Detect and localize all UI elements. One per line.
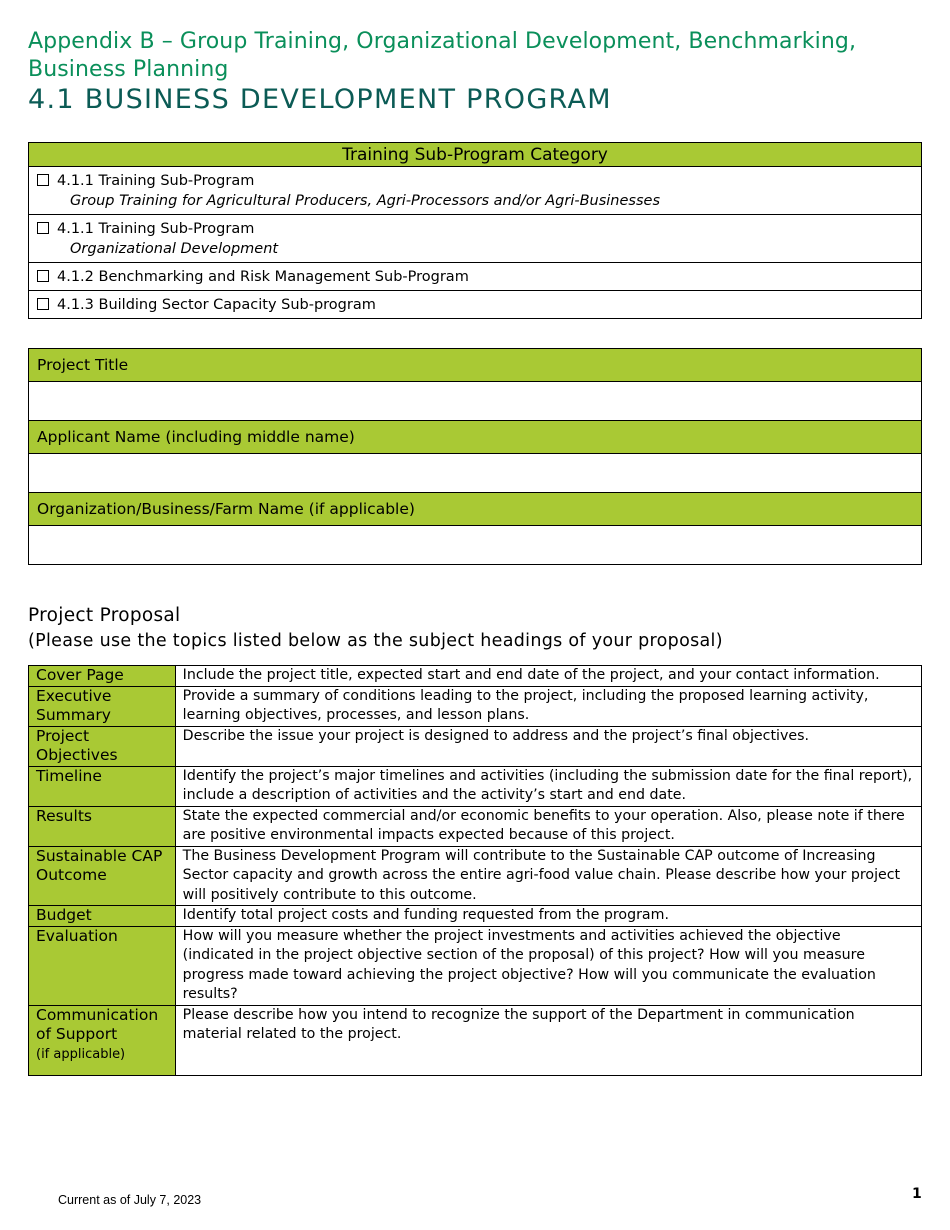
- proposal-description: The Business Development Program will contribute to the Sustainable CAP outcome of Increasing Sector capacity and growth across the entire agri-food value chain. Please describe how your project will positively contribute to this outcome.: [175, 846, 921, 906]
- proposal-description: How will you measure whether the project investments and activities achieved the objective (indicated in the project objective section of the proposal) of this project? How will you measure progress made toward achieving the project objective? How will you communicate the evaluation results?: [175, 926, 921, 1005]
- proposal-row: [29, 806, 922, 846]
- proposal-row: [29, 726, 922, 766]
- organization-name-field[interactable]: [29, 526, 922, 565]
- category-option-label: 4.1.1 Training Sub-Program: [57, 220, 255, 237]
- proposal-row: [29, 906, 922, 927]
- proposal-topic: Executive Summary: [29, 686, 176, 726]
- proposal-description: Identify the project’s major timelines and activities (including the submission date for the final report), include a description of activities and the activity’s start and end date.: [175, 766, 921, 806]
- proposal-description: Identify total project costs and funding requested from the program.: [175, 906, 921, 927]
- project-info-table: [28, 348, 922, 565]
- category-option-row: [29, 263, 922, 291]
- proposal-description: Describe the issue your project is designed to address and the project’s final objectives.: [175, 726, 921, 766]
- category-option-row: [29, 215, 922, 263]
- checkbox-building-sector-capacity[interactable]: [37, 298, 49, 310]
- organization-name-label: Organization/Business/Farm Name (if applicable): [29, 493, 922, 526]
- checkbox-benchmarking[interactable]: [37, 270, 49, 282]
- proposal-description: State the expected commercial and/or economic benefits to your operation. Also, please note if there are positive environmental impacts expected because of this project.: [175, 806, 921, 846]
- proposal-row: [29, 766, 922, 806]
- proposal-topic: Results: [29, 806, 176, 846]
- category-option-row: [29, 167, 922, 215]
- category-option-sub: Group Training for Agricultural Producers, Agri-Processors and/or Agri-Businesses: [70, 192, 660, 209]
- proposal-topic-note: (if applicable): [36, 1046, 126, 1062]
- category-option-label: 4.1.1 Training Sub-Program: [57, 172, 255, 189]
- category-option-label: 4.1.3 Building Sector Capacity Sub-program: [57, 296, 376, 313]
- category-table: [28, 142, 922, 319]
- proposal-topic: Timeline: [29, 766, 176, 806]
- proposal-description: Please describe how you intend to recognize the support of the Department in communication material related to the project.: [175, 1005, 921, 1075]
- applicant-name-field[interactable]: [29, 454, 922, 493]
- page-number: 1: [912, 1186, 922, 1202]
- category-option-row: [29, 291, 922, 319]
- proposal-topic: Evaluation: [29, 926, 176, 1005]
- project-title-label: Project Title: [29, 349, 922, 382]
- appendix-heading: Appendix B – Group Training, Organizational Development, Benchmarking, Business Planning: [28, 29, 857, 82]
- proposal-topic: Project Objectives: [29, 726, 176, 766]
- proposal-topic: Sustainable CAP Outcome: [29, 846, 176, 906]
- proposal-row: [29, 1005, 922, 1075]
- category-option-sub: Organizational Development: [70, 240, 279, 257]
- proposal-row: [29, 926, 922, 1005]
- checkbox-organizational-development[interactable]: [37, 222, 49, 234]
- proposal-topic: Cover Page: [29, 666, 176, 687]
- proposal-topic: Communication of Support (if applicable): [29, 1005, 176, 1075]
- proposal-heading: Project Proposal: [28, 605, 181, 626]
- proposal-description: Provide a summary of conditions leading to the project, including the proposed learning activity, learning objectives, processes, and lesson plans.: [175, 686, 921, 726]
- proposal-row: [29, 846, 922, 906]
- proposal-row: [29, 666, 922, 687]
- proposal-row: [29, 686, 922, 726]
- checkbox-group-training[interactable]: [37, 174, 49, 186]
- project-title-field[interactable]: [29, 382, 922, 421]
- proposal-topic: Budget: [29, 906, 176, 927]
- category-option-label: 4.1.2 Benchmarking and Risk Management Sub-Program: [57, 268, 469, 285]
- proposal-subheading: (Please use the topics listed below as the subject headings of your proposal): [28, 631, 723, 651]
- program-title: 4.1 BUSINESS DEVELOPMENT PROGRAM: [28, 84, 612, 115]
- category-table-heading: Training Sub-Program Category: [29, 143, 922, 167]
- proposal-topics-table: [28, 665, 922, 1076]
- applicant-name-label: Applicant Name (including middle name): [29, 421, 922, 454]
- proposal-description: Include the project title, expected start and end date of the project, and your contact information.: [175, 666, 921, 687]
- footer-date: Current as of July 7, 2023: [58, 1193, 202, 1207]
